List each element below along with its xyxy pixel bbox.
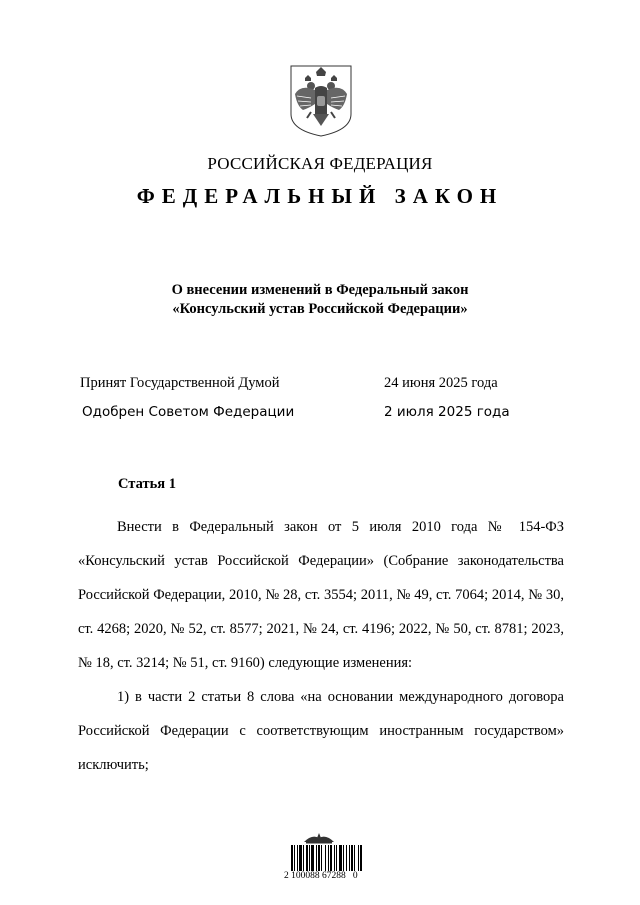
barcode-bar [351, 845, 353, 871]
barcode-bar [346, 845, 347, 871]
barcode-bar [328, 845, 329, 871]
barcode-bar [354, 845, 355, 871]
barcode-bar [318, 845, 320, 871]
barcode-bar [360, 845, 362, 871]
barcode-bar [297, 845, 298, 871]
barcode-bar [336, 845, 337, 871]
barcode-bar [303, 845, 304, 871]
barcode-bar [306, 845, 308, 871]
barcode-bar [309, 845, 310, 871]
barcode-bar [330, 845, 332, 871]
coat-of-arms-icon [289, 64, 353, 138]
barcode-bar [291, 845, 293, 871]
law-title [0, 281, 640, 319]
document-type: ФЕДЕРАЛЬНЫЙ ЗАКОН [136, 184, 504, 208]
approved-date: 2 июля 2025 года [384, 404, 510, 420]
barcode-bar [316, 845, 317, 871]
article-heading: Статья 1 [118, 476, 176, 492]
adopted-date: 24 июня 2025 года [384, 375, 498, 391]
barcode-bar [294, 845, 295, 871]
barcode-number: 2 100088 67288 0 [284, 871, 358, 881]
barcode-bar [299, 845, 302, 871]
barcode-bar [334, 845, 335, 871]
eagle-mark-icon [302, 831, 336, 843]
law-title-line-2: «Консульский устав Российской Федерации» [172, 301, 468, 317]
barcode-bar [311, 845, 314, 871]
barcode-bar [339, 845, 342, 871]
barcode-bar [349, 845, 350, 871]
country-name: РОССИЙСКАЯ ФЕДЕРАЦИЯ [207, 154, 433, 173]
barcode-bar [358, 845, 359, 871]
adopted-label: Принят Государственной Думой [80, 375, 280, 391]
article-body [78, 510, 564, 782]
approved-label: Одобрен Советом Федерации [82, 404, 295, 420]
barcode-bar [321, 845, 322, 871]
article-item-1: 1) в части 2 статьи 8 слова «на основании международного договора Российской Федерации с соответствующим иностранным государством» исключить; [78, 689, 564, 773]
article-intro-paragraph: Внести в Федеральный закон от 5 июля 2010 года № 154-ФЗ «Консульский устав Российской Федерации» (Собрание законодательства Российской Федерации, 2010, № 28, ст. 3554; 2011, № 49, ст. 7064; 2014, № 30, ст. 4268; 2020, № 52, ст. 8577; 2021, № 24, ст. 4196; 2022, № 50, ст. 8781; 2023, № 18, ст. 3214; № 51, ст. 9160) следующие изменения: [78, 519, 564, 671]
barcode [291, 845, 369, 871]
barcode-bar [325, 845, 326, 871]
barcode-bar [343, 845, 344, 871]
law-title-line-1: О внесении изменений в Федеральный закон [171, 282, 469, 298]
